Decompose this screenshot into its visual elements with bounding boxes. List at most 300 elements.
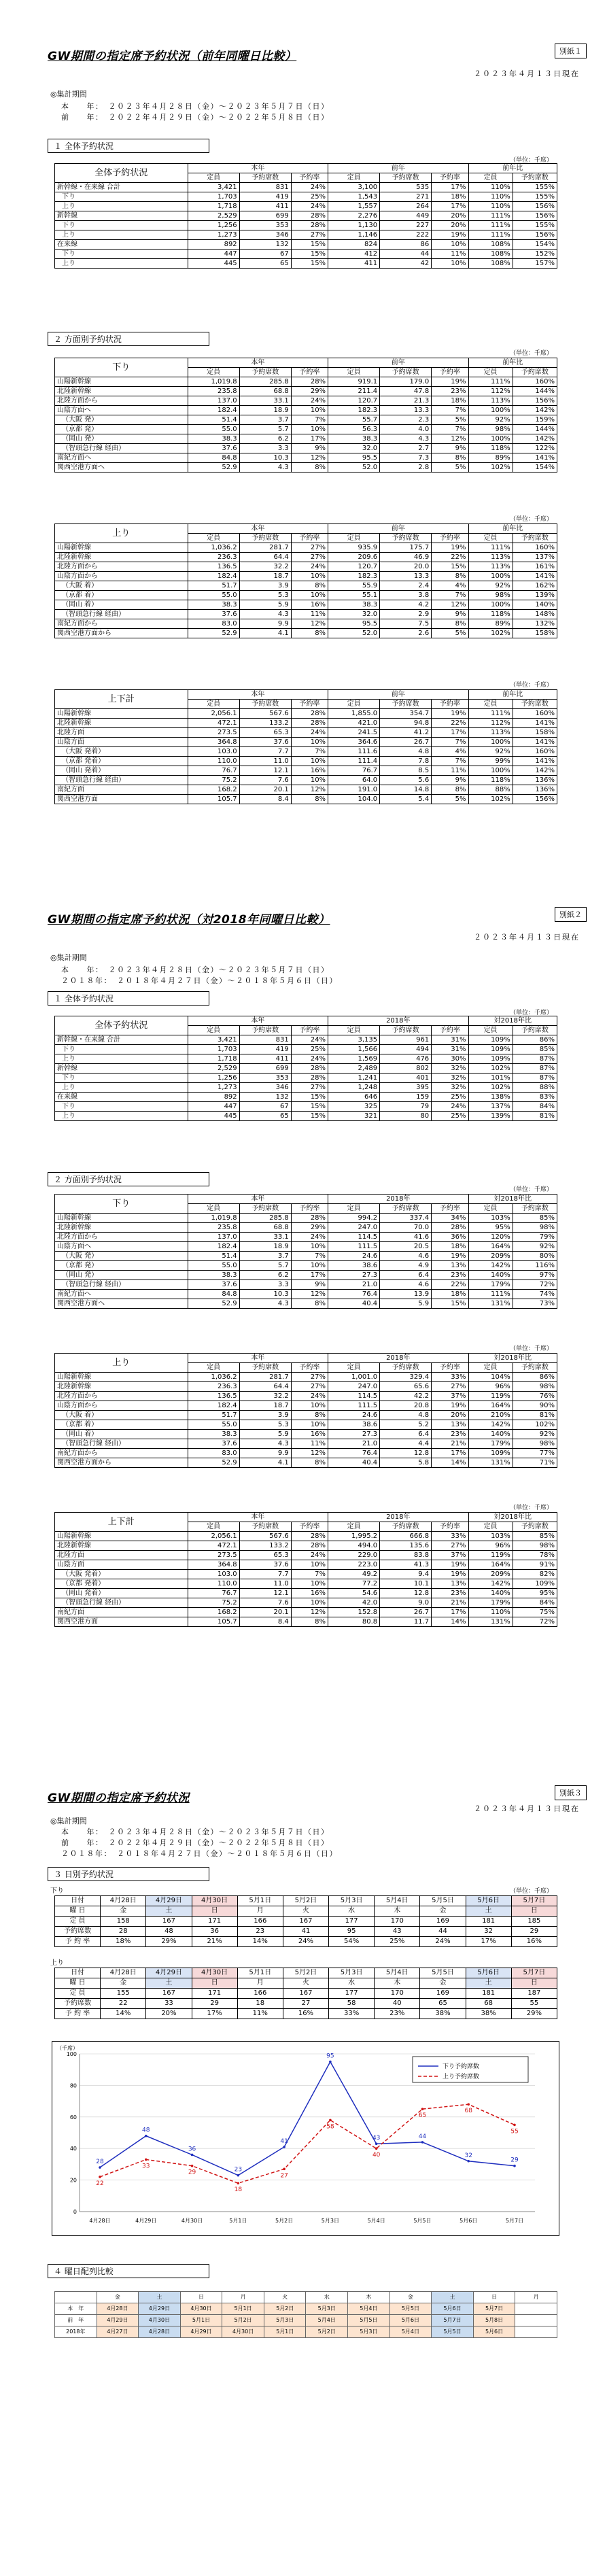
cell-value: 1,019.8	[188, 377, 239, 387]
daily-row	[55, 1927, 557, 1937]
cell-value: 133.2	[239, 719, 291, 728]
doc3-period-line: 本 年： ２０２３年４月２８日（金）～２０２３年５月７日（日）	[61, 1827, 330, 1836]
daily-cell: 65	[420, 1999, 466, 2009]
cell-value: 24%	[291, 728, 328, 738]
data-label: 23	[234, 2166, 243, 2174]
cell-value: 118%	[468, 444, 513, 453]
calendar-date: 5月5日	[348, 2315, 390, 2326]
daily-cell: 16%	[511, 1937, 557, 1947]
daily-cell: 29	[192, 1999, 237, 2009]
cell-value: 102%	[468, 629, 513, 638]
cell-value: 158%	[513, 728, 557, 738]
row-label: 北陸方面	[55, 1551, 188, 1560]
cell-value: 2,056.1	[188, 1532, 239, 1541]
calendar-row-label: 本 年	[55, 2303, 97, 2315]
total-row	[55, 202, 557, 211]
calendar-dow: 金	[97, 2292, 139, 2303]
cell-value: 84.8	[188, 1290, 239, 1299]
column-header: 予約席数	[239, 1363, 291, 1373]
column-header: 予約率	[432, 534, 468, 543]
cell-value: 831	[239, 183, 291, 192]
cell-value: 120.7	[328, 562, 380, 572]
direction-row	[55, 1280, 557, 1290]
column-header: 定員	[188, 1363, 239, 1373]
cell-value: 109%	[468, 1449, 513, 1458]
cell-value: 28%	[291, 709, 328, 719]
cell-value: 116%	[513, 1261, 557, 1271]
row-label: 関西空港方面	[55, 795, 188, 804]
cell-value: 223.0	[328, 1560, 380, 1570]
calendar-date: 5月7日	[473, 2303, 515, 2315]
cell-value: 337.4	[380, 1214, 432, 1223]
data-point	[145, 2159, 148, 2161]
cell-value: 76.7	[188, 1589, 239, 1598]
cell-value: 1,273	[188, 1083, 239, 1093]
daily-cell: 171	[192, 1989, 237, 1999]
direction-row	[55, 1430, 557, 1439]
cell-value: 27%	[291, 543, 328, 553]
row-label: （智頭急行線 経由）	[55, 444, 188, 453]
column-header: 定員	[328, 1522, 380, 1532]
cell-value: 4.6	[380, 1252, 432, 1261]
row-label: （岡山 発）	[55, 1271, 188, 1280]
cell-value: 52.9	[188, 1299, 239, 1309]
calendar-row	[55, 2303, 557, 2315]
cell-value: 68.8	[239, 387, 291, 396]
cell-value: 28%	[432, 1223, 468, 1233]
daily-cell: 5月4日	[375, 1968, 420, 1978]
data-point	[375, 2147, 378, 2150]
direction-row	[55, 1382, 557, 1392]
doc1-unit: （単位：千席）	[509, 157, 553, 164]
calendar-date: 5月2日	[306, 2326, 348, 2338]
cell-value: 7.8	[380, 757, 432, 766]
daily-cell: 金	[101, 1978, 146, 1989]
daily-cell: 33	[146, 1999, 192, 2009]
cell-value: 8.5	[380, 766, 432, 776]
cell-value: 10%	[291, 1242, 328, 1252]
daily-cell: 4月28日	[101, 1968, 146, 1978]
cell-value: 55.1	[328, 591, 380, 600]
row-label: （智頭急行線 経由）	[55, 1598, 188, 1608]
row-label: 上り	[55, 1112, 188, 1121]
cell-value: 131%	[468, 1299, 513, 1309]
data-point	[283, 2168, 285, 2171]
cell-value: 160%	[513, 543, 557, 553]
cell-value: 122%	[513, 444, 557, 453]
daily-row-label: 定 員	[55, 1917, 101, 1927]
direction-unit: （単位：千席）	[509, 516, 553, 523]
row-label-header: 全体予約状況	[55, 164, 188, 183]
data-label: 36	[188, 2146, 196, 2153]
data-point	[421, 2141, 424, 2144]
doc3-page	[0, 1740, 607, 2576]
daily-cell: 土	[146, 1978, 192, 1989]
column-header: 予約率	[291, 534, 328, 543]
cell-value: 38.3	[188, 600, 239, 610]
cell-value: 4.1	[239, 1458, 291, 1468]
cell-value: 52.9	[188, 629, 239, 638]
daily-cell: 23	[237, 1927, 283, 1937]
cell-value: 86%	[513, 1373, 557, 1382]
direction-row	[55, 747, 557, 757]
cell-value: 395	[380, 1083, 432, 1093]
row-label: 上り	[55, 1083, 188, 1093]
cell-value: 3.7	[239, 1252, 291, 1261]
total-row	[55, 1054, 557, 1064]
daily-cell: 4月30日	[192, 1968, 237, 1978]
group-header: 本年	[188, 1513, 328, 1522]
daily-cell: 4月28日	[101, 1896, 146, 1906]
daily-cell: 18	[237, 1999, 283, 2009]
cell-value: 10%	[291, 1261, 328, 1271]
cell-value: 7.6	[239, 776, 291, 785]
cell-value: 75%	[513, 1608, 557, 1617]
doc1-period-line: 前 年： ２０２２年４月２９日（金）～２０２２年５月８日（日）	[61, 113, 330, 122]
cell-value: 80	[380, 1112, 432, 1121]
cell-value: 98%	[468, 425, 513, 434]
x-tick-label: 5月7日	[505, 2218, 524, 2224]
direction-row	[55, 728, 557, 738]
cell-value: 65	[239, 259, 291, 269]
cell-value: 37.6	[239, 1560, 291, 1570]
row-label: （大阪 着）	[55, 581, 188, 591]
cell-value: 5.7	[239, 1261, 291, 1271]
cell-value: 1,995.2	[328, 1532, 380, 1541]
cell-value: 354.7	[380, 709, 432, 719]
cell-value: 148%	[513, 610, 557, 619]
cell-value: 3.3	[239, 1280, 291, 1290]
row-label: （京都 着）	[55, 591, 188, 600]
cell-value: 54.6	[328, 1589, 380, 1598]
cell-value: 7%	[291, 415, 328, 425]
row-label: 山陰方面から	[55, 572, 188, 581]
direction-unit: （単位：千席）	[509, 682, 553, 689]
cell-value: 9.0	[380, 1598, 432, 1608]
cell-value: 4%	[432, 581, 468, 591]
column-header: 予約席数	[513, 1522, 557, 1532]
cell-value: 95%	[513, 1589, 557, 1598]
cell-value: 26.7	[380, 1608, 432, 1617]
cell-value: 5.7	[239, 425, 291, 434]
row-label: 北陸方面から	[55, 1233, 188, 1242]
doc2-period-line: 本 年： ２０２３年４月２８日（金）～２０２３年５月７日（日）	[61, 965, 330, 974]
cell-value: 83.0	[188, 619, 239, 629]
cell-value: 32.0	[328, 610, 380, 619]
group-header: 本年	[188, 164, 328, 173]
cell-value: 9.9	[239, 619, 291, 629]
cell-value: 110%	[468, 1608, 513, 1617]
cell-value: 109%	[468, 1045, 513, 1054]
cell-value: 15%	[291, 240, 328, 250]
cell-value: 10%	[291, 1579, 328, 1589]
cell-value: 84%	[513, 1598, 557, 1608]
cell-value: 23%	[432, 387, 468, 396]
row-label: （岡山 着）	[55, 1430, 188, 1439]
direction-row	[55, 1290, 557, 1299]
direction-row	[55, 425, 557, 434]
cell-value: 162%	[513, 581, 557, 591]
cell-value: 2.9	[380, 610, 432, 619]
column-header: 定員	[468, 534, 513, 543]
total-row	[55, 221, 557, 230]
calendar-date: 5月3日	[264, 2315, 306, 2326]
cell-value: 19%	[432, 543, 468, 553]
cell-value: 8%	[291, 629, 328, 638]
cell-value: 346	[239, 230, 291, 240]
cell-value: 77%	[513, 1449, 557, 1458]
daily-cell: 167	[283, 1917, 328, 1927]
doc1-page	[0, 0, 607, 836]
cell-value: 36%	[432, 1233, 468, 1242]
cell-value: 191.0	[328, 785, 380, 795]
cell-value: 114.5	[328, 1392, 380, 1401]
group-header: 前年比	[468, 690, 557, 700]
cell-value: 8%	[432, 572, 468, 581]
daily-cell: 4月29日	[146, 1896, 192, 1906]
cell-value: 401	[380, 1074, 432, 1083]
cell-value: 1,703	[188, 192, 239, 202]
direction-row	[55, 396, 557, 406]
cell-value: 81%	[513, 1112, 557, 1121]
cell-value: 329.4	[380, 1373, 432, 1382]
cell-value: 19%	[432, 1401, 468, 1411]
column-header: 予約席数	[513, 1363, 557, 1373]
cell-value: 7%	[432, 406, 468, 415]
cell-value: 24%	[291, 1233, 328, 1242]
cell-value: 1,248	[328, 1083, 380, 1093]
cell-value: 140%	[468, 1430, 513, 1439]
cell-value: 27%	[291, 553, 328, 562]
cell-value: 5%	[432, 795, 468, 804]
total-row	[55, 250, 557, 259]
cell-value: 5%	[432, 415, 468, 425]
doc2-section-total: １ 全体予約状況	[48, 991, 209, 1006]
row-label: 南紀方面へ	[55, 1290, 188, 1299]
cell-value: 103%	[468, 1532, 513, 1541]
cell-value: 12.1	[239, 1589, 291, 1598]
cell-value: 98%	[513, 1223, 557, 1233]
row-label: （智頭急行線 経由）	[55, 1439, 188, 1449]
column-header: 予約席数	[380, 1522, 432, 1532]
cell-value: 1,241	[328, 1074, 380, 1083]
daily-cell: 5月1日	[237, 1896, 283, 1906]
daily-cell: 24%	[283, 1937, 328, 1947]
cell-value: 2.7	[380, 444, 432, 453]
column-header: 予約席数	[513, 368, 557, 377]
cell-value: 12.8	[380, 1589, 432, 1598]
direction-row	[55, 776, 557, 785]
cell-value: 27.3	[328, 1271, 380, 1280]
cell-value: 2.3	[380, 415, 432, 425]
daily-cell: 54%	[329, 1937, 375, 1947]
direction-row	[55, 1401, 557, 1411]
daily-cell: 5月1日	[237, 1968, 283, 1978]
cell-value: 19%	[432, 230, 468, 240]
row-label-header: 上り	[55, 1354, 188, 1373]
cell-value: 7.7	[239, 747, 291, 757]
daily-row	[55, 1917, 557, 1927]
cell-value: 17%	[291, 1271, 328, 1280]
cell-value: 64.4	[239, 1382, 291, 1392]
cell-value: 235.8	[188, 1223, 239, 1233]
daily-cell: 48	[146, 1927, 192, 1937]
cell-value: 831	[239, 1035, 291, 1045]
cell-value: 136%	[513, 776, 557, 785]
cell-value: 102%	[468, 795, 513, 804]
cell-value: 10%	[432, 240, 468, 250]
row-label: 関西空港方面から	[55, 1458, 188, 1468]
cell-value: 182.4	[188, 572, 239, 581]
cell-value: 28%	[291, 1074, 328, 1083]
cell-value: 5.9	[380, 1299, 432, 1309]
cell-value: 2,529	[188, 211, 239, 221]
calendar-date: 5月4日	[348, 2303, 390, 2315]
cell-value: 111.4	[328, 757, 380, 766]
cell-value: 11%	[291, 610, 328, 619]
cell-value: 37.6	[188, 610, 239, 619]
legend-label: 上り予約席数	[443, 2074, 480, 2080]
cell-value: 100%	[468, 766, 513, 776]
cell-value: 5.2	[380, 1420, 432, 1430]
cell-value: 3.9	[239, 1411, 291, 1420]
group-header: 本年	[188, 524, 328, 534]
cell-value: 9%	[432, 776, 468, 785]
cell-value: 16%	[291, 766, 328, 776]
cell-value: 92%	[513, 1242, 557, 1252]
cell-value: 22%	[432, 1280, 468, 1290]
cell-value: 85%	[513, 1214, 557, 1223]
cell-value: 141%	[513, 719, 557, 728]
total-row	[55, 1112, 557, 1121]
daily-row-label: 予約席数	[55, 1927, 101, 1937]
row-label: （岡山 発）	[55, 434, 188, 444]
daily-cell: 169	[420, 1917, 466, 1927]
cell-value: 118%	[468, 776, 513, 785]
column-header: 予約席数	[380, 368, 432, 377]
row-label: 新幹線・在来線 合計	[55, 1035, 188, 1045]
cell-value: 17%	[432, 1449, 468, 1458]
direction-table	[54, 1353, 557, 1468]
direction-table	[54, 358, 557, 473]
cell-value: 156%	[513, 795, 557, 804]
calendar-dow: 土	[139, 2292, 181, 2303]
row-label: 山陰方面へ	[55, 1242, 188, 1252]
cell-value: 19%	[432, 709, 468, 719]
cell-value: 235.8	[188, 387, 239, 396]
cell-value: 52.9	[188, 1458, 239, 1468]
total-row	[55, 1035, 557, 1045]
cell-value: 1,855.0	[328, 709, 380, 719]
direction-row	[55, 709, 557, 719]
group-header: 本年	[188, 690, 328, 700]
daily-cell: 166	[237, 1917, 283, 1927]
cell-value: 92%	[468, 581, 513, 591]
calendar-dow: 金	[389, 2292, 432, 2303]
cell-value: 20.0	[380, 562, 432, 572]
cell-value: 10%	[291, 1560, 328, 1570]
cell-value: 12%	[432, 434, 468, 444]
cell-value: 65.3	[239, 1551, 291, 1560]
cell-value: 411	[328, 259, 380, 269]
row-label-header: 上下計	[55, 690, 188, 709]
daily-cell: 32	[466, 1927, 511, 1937]
cell-value: 67	[239, 1102, 291, 1112]
cell-value: 11%	[291, 1439, 328, 1449]
daily-cell: 38%	[420, 2009, 466, 2019]
table-header-row	[55, 1195, 557, 1204]
column-header: 予約席数	[380, 1026, 432, 1035]
column-header: 予約席数	[239, 1204, 291, 1214]
cell-value: 87%	[513, 1074, 557, 1083]
cell-value: 55.0	[188, 1420, 239, 1430]
cell-value: 24%	[291, 1551, 328, 1560]
cell-value: 94.8	[380, 719, 432, 728]
daily-cell: 水	[329, 1978, 375, 1989]
column-header: 予約率	[432, 1522, 468, 1532]
cell-value: 21%	[432, 1598, 468, 1608]
data-label: 22	[96, 2180, 104, 2187]
up-caption: 上り	[50, 1959, 64, 1967]
cell-value: 38.3	[188, 1271, 239, 1280]
cell-value: 42	[380, 259, 432, 269]
x-tick-label: 5月6日	[459, 2218, 478, 2224]
daily-cell: 水	[329, 1906, 375, 1917]
data-label: 55	[510, 2128, 519, 2135]
cell-value: 82%	[513, 1570, 557, 1579]
daily-cell: 55	[511, 1999, 557, 2009]
cell-value: 89%	[468, 619, 513, 629]
direction-unit: （単位：千席）	[509, 1505, 553, 1511]
daily-cell: 月	[237, 1906, 283, 1917]
cell-value: 156%	[513, 230, 557, 240]
cell-value: 24%	[291, 562, 328, 572]
cell-value: 103%	[468, 1214, 513, 1223]
cell-value: 7%	[432, 425, 468, 434]
cell-value: 42.2	[380, 1392, 432, 1401]
daily-cell: 29%	[146, 1937, 192, 1947]
cell-value: 1,703	[188, 1045, 239, 1054]
cell-value: 12%	[291, 619, 328, 629]
cell-value: 10%	[432, 259, 468, 269]
direction-row	[55, 1458, 557, 1468]
cell-value: 8%	[432, 785, 468, 795]
cell-value: 38.6	[328, 1420, 380, 1430]
cell-value: 152%	[513, 250, 557, 259]
row-label: 山陰方面	[55, 1560, 188, 1570]
cell-value: 11%	[432, 766, 468, 776]
cell-value: 67	[239, 250, 291, 259]
cell-value: 28%	[291, 1541, 328, 1551]
daily-row	[55, 1999, 557, 2009]
total-row	[55, 192, 557, 202]
cell-value: 22%	[432, 719, 468, 728]
cell-value: 24%	[432, 1102, 468, 1112]
cell-value: 110.0	[188, 1579, 239, 1589]
cell-value: 144%	[513, 387, 557, 396]
data-point	[283, 2146, 285, 2148]
doc2-section-direction: ２ 方面別予約状況	[48, 1172, 209, 1186]
cell-value: 2.4	[380, 581, 432, 591]
row-label: （京都 発着）	[55, 757, 188, 766]
daily-cell: 5月6日	[466, 1896, 511, 1906]
row-label: （智頭急行線 経由）	[55, 610, 188, 619]
cell-value: 164%	[468, 1242, 513, 1252]
cell-value: 113%	[468, 728, 513, 738]
doc3-section-calendar: ４ 曜日配列比較	[48, 2264, 209, 2278]
direction-row	[55, 795, 557, 804]
y-tick-label: 60	[69, 2114, 77, 2120]
